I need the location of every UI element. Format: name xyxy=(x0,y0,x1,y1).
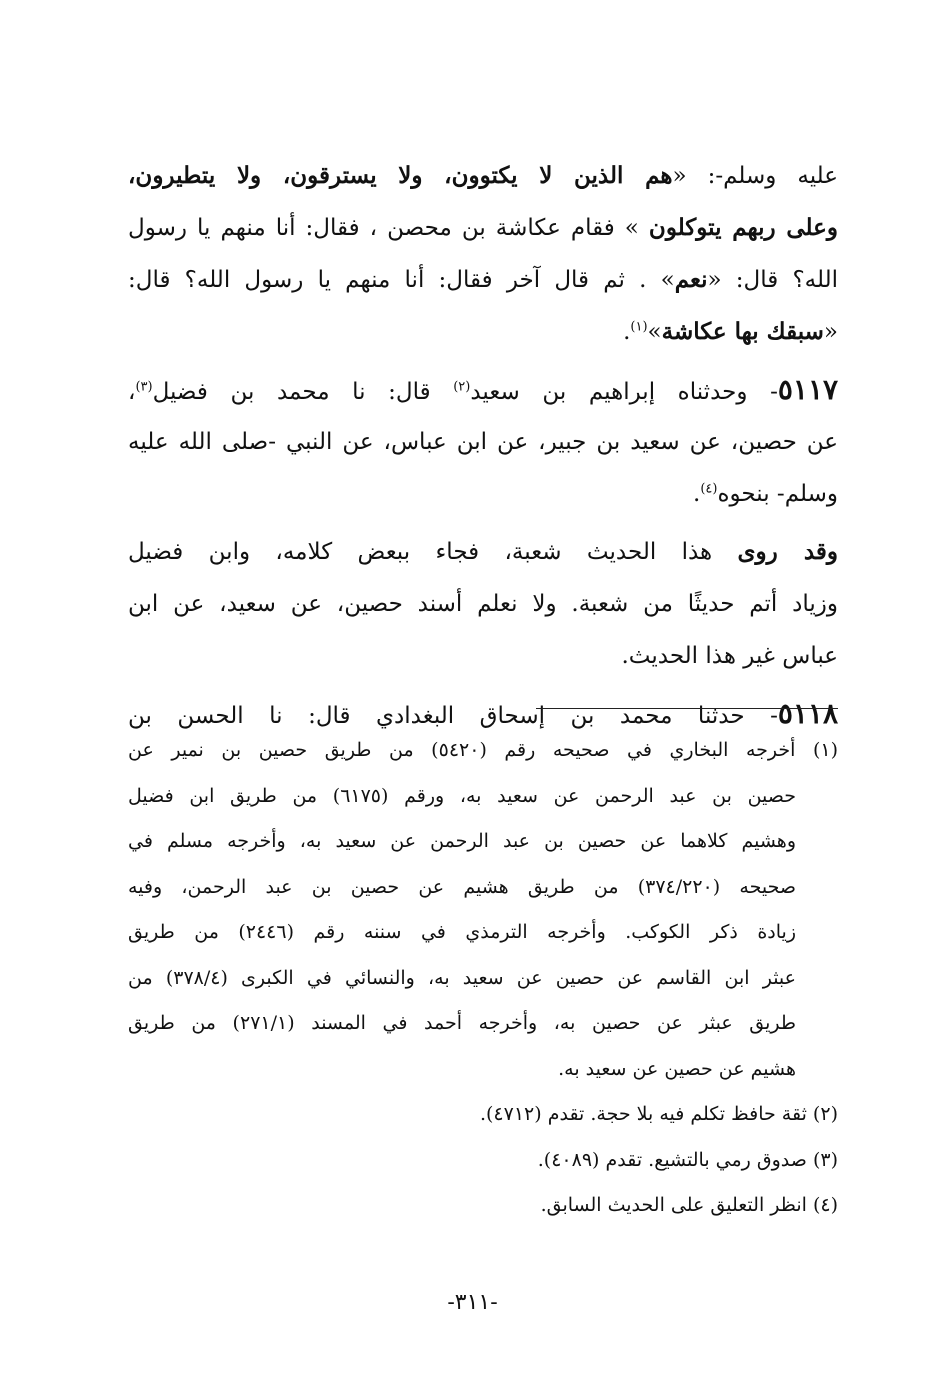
text-line xyxy=(128,468,838,520)
text-line: وزياد أتم حديثًا من شعبة. ولا نعلم أسند حصين، عن سعيد، عن ابن xyxy=(128,591,838,617)
bold-lead: وقد روى xyxy=(737,538,838,565)
hadith-quote-bold: وعلى ربهم يتوكلون xyxy=(648,214,838,241)
plain-text: - وحدثناه إبراهيم بن سعيد xyxy=(470,379,778,405)
footnote-line: وهشيم كلاهما عن حصين بن عبد الرحمن عن سعيد به، وأخرجه مسلم في xyxy=(128,830,796,852)
text-line xyxy=(128,202,838,254)
plain-text: » xyxy=(647,319,662,345)
plain-text: ، xyxy=(128,379,136,405)
footnote-line: طريق عبثر عن حصين به، وأخرجه أحمد في المسند (٢٧١/١) من طريق xyxy=(128,1012,797,1034)
footnote-line: (٢) ثقة حافظ تكلم فيه بلا حجة. تقدم (٤٧١٢). xyxy=(479,1103,838,1125)
text-line xyxy=(128,306,838,358)
plain-text: - حدثنا محمد بن إسحاق البغدادي قال: نا الحسن بن xyxy=(128,703,778,729)
text-line xyxy=(128,254,838,306)
page-number: -٣١١- xyxy=(447,1290,498,1315)
footnote-ref: (١) xyxy=(630,319,648,335)
plain-text: » فقام عكاشة بن محصن ، فقال: أنا منهم يا رسول xyxy=(128,215,649,241)
main-text xyxy=(128,150,838,740)
hadith-quote-bold: سبقك بها عكاشة xyxy=(661,318,824,345)
plain-text: . xyxy=(693,481,701,507)
plain-text: وسلم- بنحوه xyxy=(717,481,838,507)
footnote-separator xyxy=(536,708,838,709)
footnote-ref: (٣) xyxy=(135,379,153,395)
footnote-line: حصين بن عبد الرحمن عن سعيد به، ورقم (٦١٧٥) من طريق ابن فضيل xyxy=(128,784,797,807)
hadith-quote-bold: نعم xyxy=(674,266,708,293)
footnote-ref: (٢) xyxy=(453,379,471,395)
text-line xyxy=(128,526,838,578)
text-line: عن حصين، عن سعيد بن جبير، عن ابن عباس، عن النبي -صلى الله عليه xyxy=(128,429,838,455)
footnote-line: عبثر ابن القاسم عن حصين عن سعيد به، والنسائي في الكبرى (٣٧٨/٤) من xyxy=(128,966,796,989)
footnote-ref: (٤) xyxy=(700,481,718,497)
hadith-heading-5117 xyxy=(128,364,838,416)
footnote-line: (٤) انظر التعليق على الحديث السابق. xyxy=(540,1194,838,1216)
text-line: عباس غير هذا الحديث. xyxy=(621,643,838,669)
text-line xyxy=(128,150,838,202)
footnote-line: صحيحه (٣٧٤/٢٢٠) من طريق هشيم عن حصين بن عبد الرحمن، وفيه xyxy=(128,875,796,898)
plain-text: هذا الحديث شعبة، فجاء ببعض كلامه، وابن فضيل xyxy=(128,539,738,565)
hadith-number: ٥١١٨ xyxy=(777,697,838,730)
plain-text: « xyxy=(823,319,838,345)
plain-text: . xyxy=(623,319,631,345)
hadith-number: ٥١١٧ xyxy=(777,373,838,406)
footnotes xyxy=(128,728,838,1229)
footnote-line: زيادة ذكر الكوكب. وأخرجه الترمذي في سننه رقم (٢٤٤٦) من طريق xyxy=(128,921,796,943)
plain-text: قال: نا محمد بن فضيل xyxy=(152,379,454,405)
hadith-quote-bold: هم الذين لا يكتوون، ولا يسترقون، ولا يتطيرون، xyxy=(128,162,673,189)
footnote-line: (١) أخرجه البخاري في صحيحه رقم (٥٤٢٠) من طريق حصين بن نمير عن xyxy=(128,739,838,761)
footnote-line: (٣) صدوق رمي بالتشيع. تقدم (٤٠٨٩). xyxy=(537,1148,838,1171)
plain-text: عليه وسلم-: « xyxy=(672,163,838,189)
plain-text: الله؟ قال: « xyxy=(707,267,838,293)
footnote-line: هشيم عن حصين عن سعيد به. xyxy=(558,1057,796,1080)
plain-text: » . ثم قال آخر فقال: أنا منهم يا رسول الله؟ قال: xyxy=(128,267,675,293)
